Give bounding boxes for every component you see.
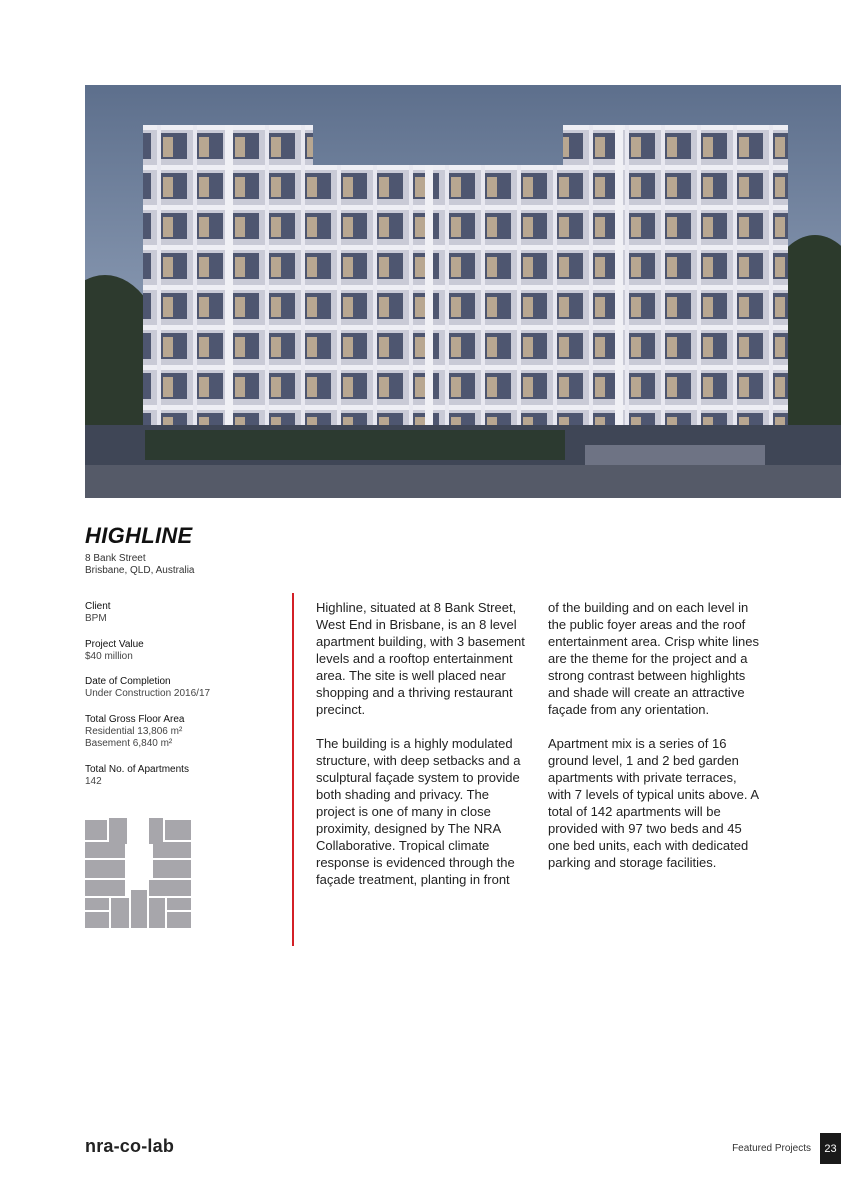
spec-value: 142	[85, 775, 102, 787]
spec-gross-floor-area	[85, 714, 275, 751]
page-number: 23	[820, 1133, 841, 1164]
spec-label: Total Gross Floor Area	[85, 713, 185, 725]
spec-label: Date of Completion	[85, 676, 171, 687]
spec-value: Under Construction 2016/17	[85, 688, 211, 699]
paragraph: of the building and on each level in the public foyer areas and the roof entertainment area. Crisp white lines are the theme for the project and a strong contrast between highlights and shade will create an attractive façade from any orientation.	[548, 600, 759, 717]
accent-divider	[292, 593, 294, 946]
spec-total-apartments	[85, 764, 275, 789]
paragraph: The building is a highly modulated structure, with deep setbacks and a sculptural façade system to provide both shading and privacy. The project is one of many in close proximity, designed by The NRA Collaborative. Tropical climate response is evidenced through the façade treatment, planting in front	[316, 736, 521, 887]
section-label: Featured Projects	[732, 1143, 811, 1154]
spec-value: $40 million	[85, 650, 133, 662]
project-address	[85, 553, 195, 577]
brand-logo: nra-co-lab	[85, 1136, 175, 1156]
building-illustration	[85, 85, 841, 498]
hero-building-photo	[85, 85, 841, 498]
spec-value: Basement 6,840 m²	[85, 738, 173, 749]
address-line-2: Brisbane, QLD, Australia	[85, 565, 195, 576]
spec-value: Residential 13,806 m²	[85, 725, 183, 737]
address-line-1: 8 Bank Street	[85, 553, 146, 564]
spec-label: Total No. of Apartments	[85, 763, 189, 775]
spec-client	[85, 601, 275, 626]
spec-value: BPM	[85, 613, 107, 624]
floor-plan-graphic	[85, 818, 193, 930]
spec-project-value	[85, 639, 275, 664]
spec-label: Project Value	[85, 638, 144, 650]
paragraph: Apartment mix is a series of 16 ground level, 1 and 2 bed garden apartments with private terraces, with 7 levels of typical units above. A total of 142 apartments will be provided with 97 two beds and 45 one bed units, each with dedicated parking and storage facilities.	[548, 736, 759, 870]
body-column-1	[316, 599, 531, 905]
spec-label: Client	[85, 601, 111, 612]
project-title: HIGHLINE	[85, 523, 193, 548]
site-plan-icon	[85, 818, 193, 930]
paragraph: Highline, situated at 8 Bank Street, West End in Brisbane, is an 8 level apartment building, with 3 basement levels and a rooftop entertainment area. The site is well placed near shopping and a thriving restaurant precinct.	[316, 600, 525, 717]
project-specs	[85, 601, 275, 801]
spec-date-of-completion	[85, 676, 275, 701]
body-column-2	[548, 599, 763, 888]
